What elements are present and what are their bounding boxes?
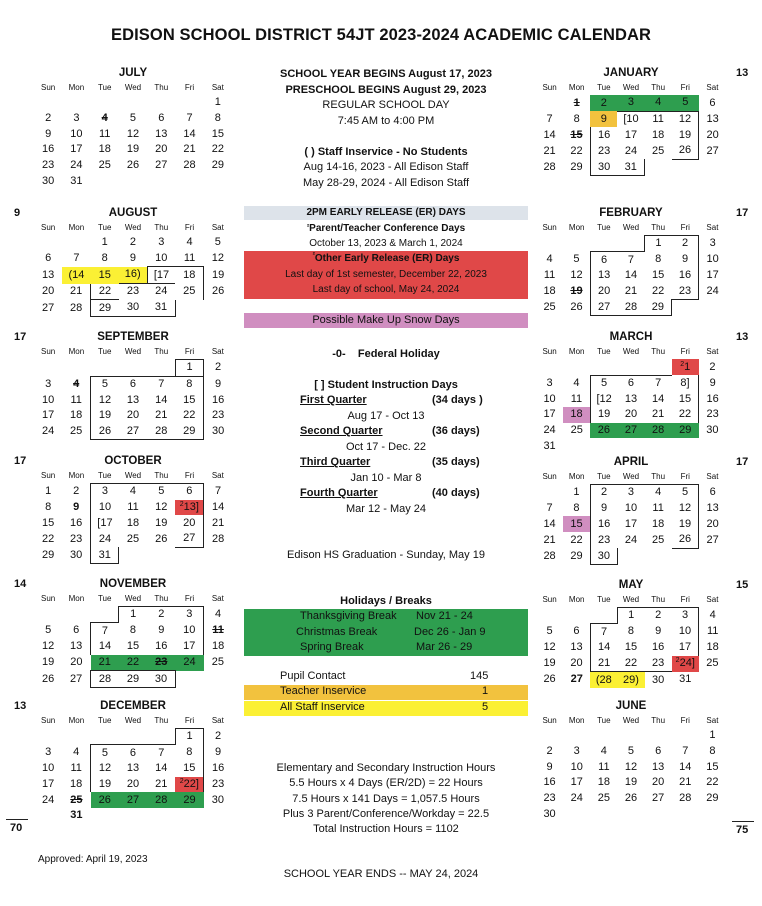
hours-line-2: 7.5 Hours x 141 Days = 1,057.5 Hours [292,793,480,805]
calendar-grid: Sun Mon Tue Wed Thu Fri Sat 1 2 3 4 5 6 7 8 9 10 11 12 13 14 15 16 17 18 19 20 21 22 23 $^2$24] 25 26 27 (28 29) 30 31 [536,593,726,688]
all-staff-inservice-value: 5 [482,701,489,713]
q2-label: Second Quarter [300,425,383,437]
teacher-inservice-label: Teacher Inservice [280,685,367,697]
graduation: Edison HS Graduation - Sunday, May 19 [287,549,485,561]
calendar-grid: Sun Mon Tue Wed Thu Fri Sat 1 2 3 4 5 6 7 8 9 10 11 12 13 (14 15 16) [17 18 19 20 21 22 23 24 25 26 27 28 29 30 31 [34,221,232,317]
q3-dates: Jan 10 - Mar 8 [350,472,422,484]
calendar-title: EDISON SCHOOL DISTRICT 54JT 2023-2024 ACADEMIC CALENDAR [110,26,652,44]
er-other-box [244,251,528,299]
week-count-august: 9 [14,207,21,219]
all-staff-inservice-label: All Staff Inservice [280,701,365,713]
week-count-january: 13 [736,67,749,79]
weekday-header: Sun Mon Tue Wed Thu Fri Sat [41,83,224,92]
week-total-left: 70 [10,822,23,834]
holiday-name: Christmas Break [296,625,378,638]
total-line [6,819,28,820]
hours-line-3: Plus 3 Parent/Conference/Workday = 22.5 [282,808,490,820]
week-count-november: 14 [14,578,27,590]
calendar-grid: Sun Mon Tue Wed Thu Fri Sat 1 2 3 4 5 6 7 8 9 10 11 12 13 14 15 16 17 18 19 20 21 22 23 24 25 26 27 28 29 30 [536,470,726,565]
school-year-begins: SCHOOL YEAR BEGINS August 17, 2023 [280,68,492,80]
pupil-contact-value: 145 [470,670,489,682]
holiday-row [244,640,528,656]
calendar-grid: Sun Mon Tue Wed Thu Fri Sat 1 2 3 4 5 6 7 8 9 10 11 12 $^2$13] 14 15 16 [17 18 19 20 21 22 23 24 25 26 27 28 29 30 31 [34,469,232,564]
month-name: SEPTEMBER [97,331,169,343]
staff-dates-2: May 28-29, 2024 - All Edison Staff [302,177,470,189]
hours-total: Total Instruction Hours = 1102 [313,823,459,835]
all-staff-inservice-row [244,701,528,716]
total-line [732,821,754,822]
month-name: FEBRUARY [599,207,663,219]
teacher-inservice-value: 1 [482,685,489,697]
teacher-inservice-row [244,685,528,700]
er-other-legend: $^{^2}$Other Early Release (ER) Days [312,252,460,264]
early-release-header: 2PM EARLY RELEASE (ER) DAYS [244,206,528,220]
holidays-box [244,609,528,656]
calendar-grid: Sun Mon Tue Wed Thu Fri Sat $^2$1 2 3 4 5 6 7 8] 9 10 11 [12 13 14 15 16 17 18 19 20 21 22 23 24 25 26 27 28 29 30 31 [542,347,719,452]
month-name: DECEMBER [100,700,166,712]
calendar-grid: Sun Mon Tue Wed Thu Fri Sat 1 2 3 4 5 6 7 8 9 10 11 12 13 14 15 16 17 18 19 20 21 22 23 24 25 26 27 28 29 30 [34,345,232,440]
hours-line-1: 5.5 Hours x 4 Days (ER/2D) = 22 Hours [289,777,483,789]
week-count-april: 17 [736,456,749,468]
month-name: AUGUST [108,207,158,219]
school-year-ends: SCHOOL YEAR ENDS -- MAY 24, 2024 [283,868,479,880]
holiday-dates: Nov 21 - 24 [416,610,473,622]
holiday-row [244,609,528,625]
instruction-days-legend: [ ] Student Instruction Days [314,379,458,391]
q4-dates: Mar 12 - May 24 [345,503,427,515]
calendar-grid: Sun Mon Tue Wed Thu Fri Sat 1 2 3 4 5 6 7 8 9 10 11 12 13 14 15 16 17 18 19 20 21 22 23 24 25 26 27 28 29 30 [34,592,232,688]
regular-day: REGULAR SCHOOL DAY [322,99,450,111]
calendar-grid: Sun Mon Tue Wed Thu Fri Sat 1 2 3 4 5 6 7 8 9 10 11 12 13 14 15 16 17 18 19 20 21 22 23 24 25 26 27 28 29 30 31 [34,81,232,189]
preschool-begins: PRESCHOOL BEGINS August 29, 2023 [285,84,487,96]
er-other-date-2: Last day of school, May 24, 2024 [312,284,460,295]
week-count-may: 15 [736,579,749,591]
week-count-december: 13 [14,700,27,712]
calendar-grid: Sun Mon Tue Wed Thu Fri Sat 1 2 3 4 5 6 7 8 9 [10 11 12 13 14 15 16 17 18 19 20 21 22 23 24 25 26 27 28 29 30 31 [536,81,726,176]
pupil-contact-label: Pupil Contact [280,670,346,682]
holiday-dates: Mar 26 - 29 [416,641,473,653]
regular-hours: 7:45 AM to 4:00 PM [337,115,435,127]
er-ptc-dates: October 13, 2023 & March 1, 2024 [309,238,463,249]
month-name: JULY [118,67,148,79]
er-ptc-legend: $^{^2}$Parent/Teacher Conference Days [306,223,466,234]
week-count-september: 17 [14,331,27,343]
q3-days: (35 days) [432,456,480,468]
week-count-october: 17 [14,455,27,467]
calendar-grid: Sun Mon Tue Wed Thu Fri Sat 1 2 3 4 5 6 7 8 9 10 11 12 13 14 15 16 17 18 19 20 21 22 23 24 25 26 27 28 29 30 [542,716,719,820]
month-name: JANUARY [603,67,659,79]
snow-days-legend: Possible Make Up Snow Days [244,313,528,328]
week-count-february: 17 [736,207,749,219]
holiday-row [244,625,528,641]
er-other-date-1: Last day of 1st semester, December 22, 2023 [285,268,487,280]
week-count-march: 13 [736,331,749,343]
calendar-grid: Sun Mon Tue Wed Thu Fri Sat 1 2 3 4 5 6 7 8 9 10 11 12 13 14 15 16 17 18 19 20 21 22 23 24 25 26 27 28 29 [536,221,726,316]
staff-dates-1: Aug 14-16, 2023 - All Edison Staff [303,161,469,173]
q4-days: (40 days) [432,487,480,499]
hours-header: Elementary and Secondary Instruction Hours [276,762,496,774]
federal-holiday-legend: -0- Federal Holiday [332,348,440,360]
month-name: APRIL [613,456,649,468]
q2-days: (36 days) [432,425,480,437]
q1-dates: Aug 17 - Oct 13 [347,410,425,422]
month-name: OCTOBER [104,455,162,467]
holiday-dates: Dec 26 - Jan 9 [414,625,486,638]
holidays-header: Holidays / Breaks [340,595,432,607]
week-total-right: 75 [736,824,749,836]
staff-inservice-legend: ( ) Staff Inservice - No Students [304,146,468,158]
month-name: NOVEMBER [99,578,167,590]
q1-days: (34 days ) [432,394,483,406]
month-name: JUNE [615,700,647,712]
approved-date: Approved: April 19, 2023 [38,854,148,865]
month-name: MARCH [609,331,653,343]
q2-dates: Oct 17 - Dec. 22 [345,441,427,453]
holiday-name: Thanksgiving Break [300,610,397,622]
calendar-grid: Sun Mon Tue Wed Thu Fri Sat 1 2 3 4 5 6 7 8 9 10 11 12 13 14 15 16 17 18 19 20 21 $^2$22] 23 24 25 26 27 28 29 30 31 [41,716,225,822]
q1-label: First Quarter [300,394,367,406]
month-name: MAY [618,579,644,591]
q4-label: Fourth Quarter [300,487,378,499]
q3-label: Third Quarter [300,456,371,468]
holiday-name: Spring Break [300,641,364,653]
